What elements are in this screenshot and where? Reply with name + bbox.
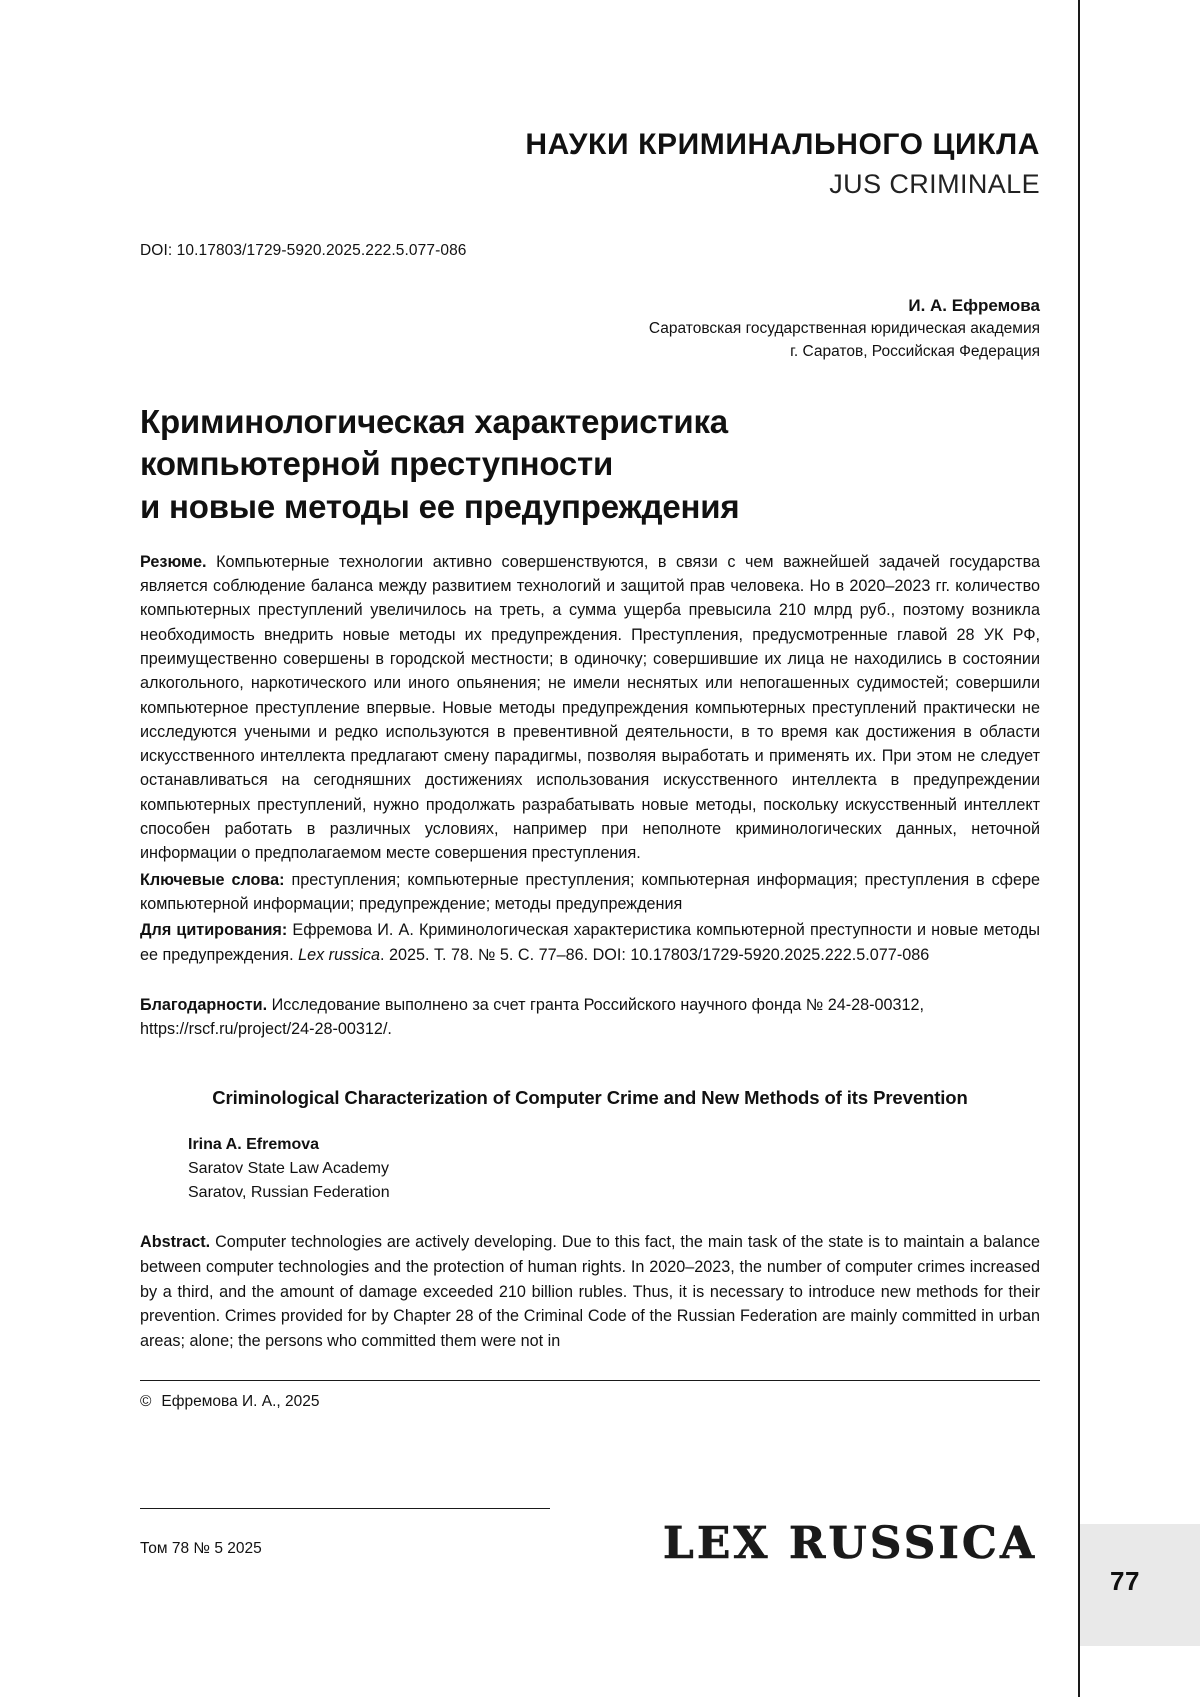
article-title [140,401,1040,528]
article-title-line-2: компьютерной преступности [140,445,614,483]
copyright-divider [140,1380,1040,1381]
author-block [140,294,1040,364]
article-title-en: Criminological Characterization of Computer Crime and New Methods of its Prevention [212,1087,968,1109]
copyright-icon: © [140,1392,152,1410]
keywords-ru [140,868,1040,917]
citation-ru-text-before: Ефремова И. А. Криминологическая характеристика компьютерной преступности и новые методы ее предупреждения. [140,921,1041,964]
abstract-en-text: Computer technologies are actively developing. Due to this fact, the main task of the state is to maintain a balance between computer technologies and the protection of human rights. In 2020–2023, the number of computer crimes increased by a third, and the amount of damage exceeded 210 billion rubles. Thus, it is necessary to introduce new methods for their prevention. Crimes provided for by Chapter 28 of the Criminal Code of the Russian Federation are mainly committed in urban areas; alone; the persons who committed them were not in [140,1233,1040,1350]
keywords-ru-text: преступления; компьютерные преступления; компьютерная информация; преступления в сфере компьютерной информации; предупреждение; методы предупреждения [140,870,1040,913]
author-city-en: Saratov, Russian Federation [188,1183,390,1201]
acknowledgements [140,993,1040,1042]
abstract-ru [140,550,1040,866]
copyright-line [140,1393,1040,1411]
footer-divider [140,1508,550,1509]
keywords-ru-label: Ключевые слова: [140,870,285,889]
acknowledgements-text: Исследование выполнено за счет гранта Российского научного фонда № 24-28-00312, https://rscf.ru/project/24-28-00312/. [140,995,925,1039]
author-city: г. Саратов, Российская Федерация [790,342,1040,360]
abstract-ru-label: Резюме. [140,552,207,571]
doi-line[interactable]: DOI: 10.17803/1729-5920.2025.222.5.077-086 [140,241,467,259]
copyright-text: Ефремова И. А., 2025 [161,1392,320,1410]
author-name: И. А. Ефремова [908,295,1040,315]
abstract-en [140,1230,1040,1353]
volume-info: Том 78 № 5 2025 [140,1540,262,1557]
section-heading-latin: JUS CRIMINALE [829,168,1040,199]
article-title-line-3: и новые методы ее предупреждения [140,487,740,525]
abstract-ru-text: Компьютерные технологии активно совершенствуются, в связи с чем важнейшей задачей государства является соблюдение баланса между развитием технологий и защитой прав человека. Но в 2020–2023 гг. количество компьютерных преступлений увеличилось на треть, а сумма ущерба превысила 210 млрд руб., поэтому возникла необходимость внедрить новые методы их предупреждения. Преступления, предусмотренные главой 28 УК РФ, преимущественно совершены в городской местности; в одиночку; совершившие их лица не находились в состоянии алкогольного, наркотического или иного опьянения; не имели неснятых или непогашенных судимостей; совершили компьютерное преступление впервые. Новые методы предупреждения компьютерных преступлений практически не исследуются учеными и редко используются в превентивной деятельности, в то время как достижения в области искусственного интеллекта предлагают смену парадигмы, позволяя выработать и применять их. При этом не следует останавливаться на сегодняшних достижениях использования искусственного интеллекта в предупреждении компьютерных преступлений, нужно продолжать разрабатывать новые методы, поскольку искусственный интеллект способен работать в различных условиях, например при неполноте криминологических данных, неточной информации о предполагаемом месте совершения преступления. [140,552,1040,863]
page-content [140,0,1040,1411]
citation-ru-label: Для цитирования: [140,921,288,940]
author-name-en: Irina A. Efremova [188,1136,320,1154]
citation-ru [140,918,1040,967]
journal-logo: LEX RUSSICA [662,1518,1038,1569]
page-number: 77 [1110,1566,1140,1596]
citation-ru-text-after: . 2025. Т. 78. № 5. С. 77–86. DOI: 10.17803/1729-5920.2025.222.5.077-086 [379,945,930,964]
section-heading-ru: НАУКИ КРИМИНАЛЬНОГО ЦИКЛА [525,128,1040,161]
citation-ru-journal: Lex russica [298,945,380,964]
section-heading [140,128,1040,200]
author-block-en [188,1133,1040,1204]
author-affiliation-en: Saratov State Law Academy [188,1160,389,1178]
abstract-en-label: Abstract. [140,1233,211,1252]
author-affiliation: Саратовская государственная юридическая академия [648,320,1040,338]
page-right-rule [1078,0,1080,1697]
article-title-line-1: Криминологическая характеристика [140,403,728,441]
acknowledgements-label: Благодарности. [140,995,268,1014]
